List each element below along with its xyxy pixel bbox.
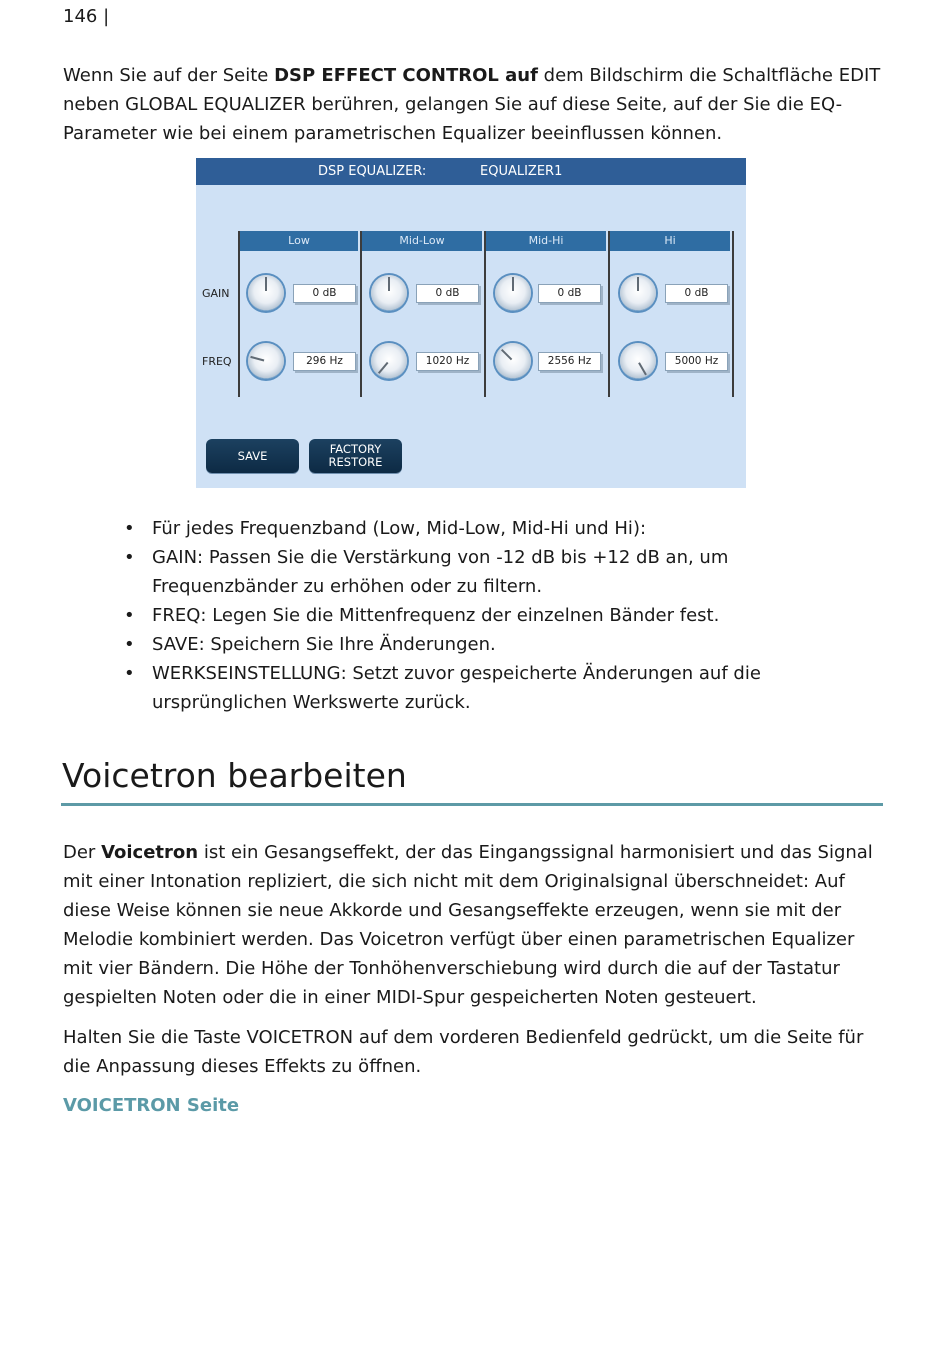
list-item: • Für jedes Frequenzband (Low, Mid-Low, Mid-Hi und Hi): — [152, 514, 872, 543]
gain-knob-mid-low[interactable] — [371, 275, 407, 311]
freq-value-hi[interactable]: 5000 Hz — [665, 352, 728, 371]
gain-row-label: GAIN — [202, 287, 230, 300]
factory-restore-line-2: RESTORE — [328, 455, 383, 469]
factory-restore-line-1: FACTORY — [329, 442, 382, 456]
list-item: • GAIN: Passen Sie die Verstärkung von -12 dB bis +12 dB an, um Frequenzbänder zu erhöhen oder zu filtern. — [152, 543, 872, 601]
freq-knob-mid-low[interactable] — [371, 343, 407, 379]
voicetron-instruction: Halten Sie die Taste VOICETRON auf dem vorderen Bedienfeld gedrückt, um die Seite für die Anpassung dieses Effekts zu öffnen. — [63, 1027, 864, 1077]
freq-value-low[interactable]: 296 Hz — [293, 352, 356, 371]
gain-value-low[interactable]: 0 dB — [293, 284, 356, 303]
freq-knob-mid-hi[interactable] — [495, 343, 531, 379]
band-header-mid-low: Mid-Low — [362, 231, 482, 251]
eq-preset-name: EQUALIZER1 — [480, 164, 563, 179]
intro-text-2: dem Bildschirm die Schaltfläche EDIT neben GLOBAL EQUALIZER berühren, gelangen Sie auf diese Seite, auf der Sie die EQ-Parameter wie bei einem parametrischen Equalizer beeinflussen können. — [63, 65, 881, 144]
gain-value-hi[interactable]: 0 dB — [665, 284, 728, 303]
save-button[interactable]: SAVE — [206, 439, 299, 473]
freq-knob-low[interactable] — [248, 343, 284, 379]
band-divider — [608, 231, 610, 397]
freq-row-label: FREQ — [202, 355, 232, 368]
list-item: • WERKSEINSTELLUNG: Setzt zuvor gespeicherte Änderungen auf die ursprünglichen Werkswerte zurück. — [152, 659, 872, 717]
list-item: • FREQ: Legen Sie die Mittenfrequenz der einzelnen Bänder fest. — [152, 601, 872, 630]
gain-knob-mid-hi[interactable] — [495, 275, 531, 311]
page-number: 146 | — [63, 6, 110, 27]
band-header-mid-hi: Mid-Hi — [486, 231, 606, 251]
feature-list — [152, 514, 872, 717]
dsp-equalizer-screenshot — [196, 158, 746, 488]
gain-knob-hi[interactable] — [620, 275, 656, 311]
gain-value-mid-low[interactable]: 0 dB — [416, 284, 479, 303]
para1-text-1: Der — [63, 842, 102, 863]
band-header-low: Low — [240, 231, 358, 251]
gain-value-mid-hi[interactable]: 0 dB — [538, 284, 601, 303]
voicetron-description — [63, 838, 883, 1012]
para1-text-2: ist ein Gesangseffekt, der das Eingangssignal harmonisiert und das Signal mit einer Intonation repliziert, die sich nicht mit dem Originalsignal überschneidet: Auf diese Weise können sie neue Akkorde und Gesangseffekte erzeugen, wenn sie mit der Melodie kombiniert werden. Das Voicetron verfügt über einen parametrischen Equalizer mit vier Bändern. Die Höhe der Tonhöhenverschiebung wird durch die auf der Tastatur gespielten Noten oder die in einer MIDI-Spur gespeicherten Noten gesteuert. — [63, 842, 873, 1008]
band-header-hi: Hi — [610, 231, 730, 251]
freq-value-mid-low[interactable]: 1020 Hz — [416, 352, 479, 371]
intro-bold: DSP EFFECT CONTROL auf — [274, 65, 538, 86]
section-heading: Voicetron bearbeiten — [62, 756, 407, 795]
para1-bold: Voicetron — [101, 842, 199, 863]
list-item: • SAVE: Speichern Sie Ihre Änderungen. — [152, 630, 872, 659]
band-divider — [238, 231, 240, 397]
subheading: VOICETRON Seite — [63, 1095, 240, 1116]
freq-knob-hi[interactable] — [620, 343, 656, 379]
intro-text-1: Wenn Sie auf der Seite — [63, 65, 275, 86]
intro-paragraph — [63, 61, 883, 148]
band-divider — [360, 231, 362, 397]
gain-knob-low[interactable] — [248, 275, 284, 311]
freq-value-mid-hi[interactable]: 2556 Hz — [538, 352, 601, 371]
factory-restore-button[interactable] — [309, 439, 402, 473]
band-divider — [732, 231, 734, 397]
eq-title: DSP EQUALIZER: — [318, 164, 427, 179]
band-divider — [484, 231, 486, 397]
eq-title-bar — [196, 158, 746, 185]
section-divider — [61, 803, 883, 806]
